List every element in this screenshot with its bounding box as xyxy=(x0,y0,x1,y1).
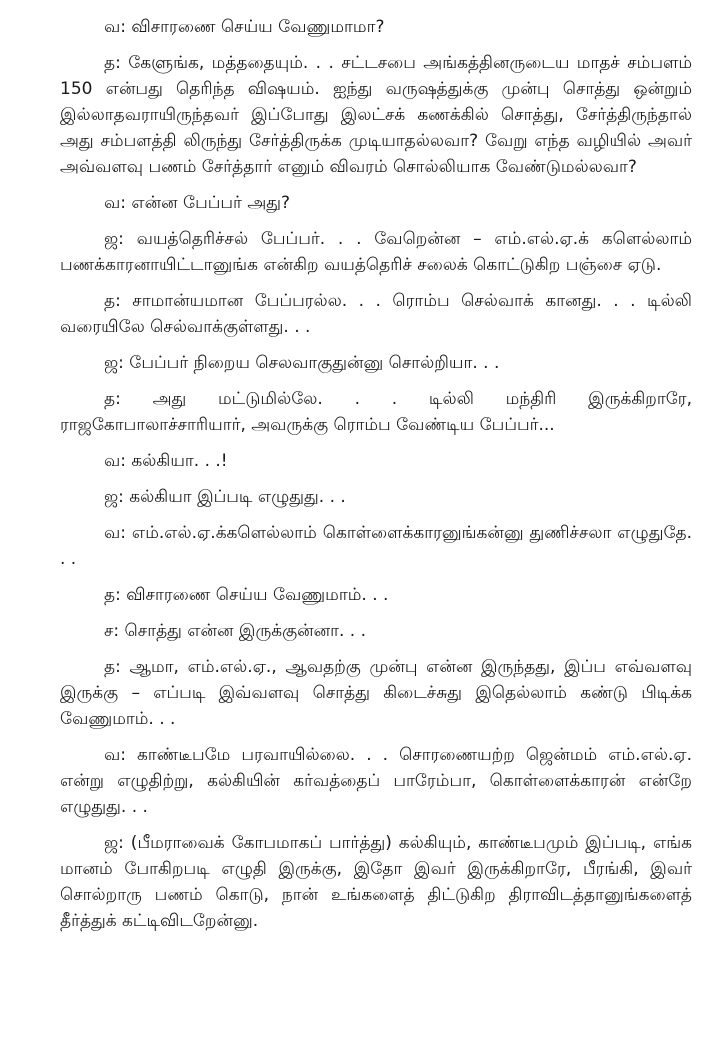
dialogue-line: த: விசாரணை செய்ய வேணுமாம். . . xyxy=(104,585,389,605)
dialogue-line: த: அது மட்டுமில்லே. . . டில்லி மந்திரி இருக்கிறாரே, ராஜகோபாலாச்சாரியார், அவருக்கு ரொம்ப வேண்டிய பேப்பர்... xyxy=(60,389,692,435)
dialogue-line: ஜ: (பீமராவைக் கோபமாகப் பார்த்து) கல்கியும், காண்டீபமும் இப்படி, எங்க மானம் போகிறபடி எழுதி இருக்கு, இதோ இவர் இருக்கிறாரே, பீரங்கி, இவர் சொல்றாரு பணம் கொடு, நான் உங்களைத் திட்டுகிற திராவிடத்தானுங்களைத் தீர்த்துக் கட்டிவிடறேன்னு. xyxy=(60,833,692,931)
dialogue-line: வ: எம்.எல்.ஏ.க்களெல்லாம் கொள்ளைக்காரனுங்கன்னு துணிச்சலா எழுதுதே. . . xyxy=(60,523,692,569)
dialogue-line: ஜ: வயத்தெரிச்சல் பேப்பர். . . வேறென்ன – எம்.எல்.ஏ.க் களெல்லாம் பணக்காரனாயிட்டானுங்க என்கிற வயத்தெரிச் சலைக் கொட்டுகிற பஞ்சை ஏடு. xyxy=(60,229,692,275)
dialogue-line: த: சாமான்யமான பேப்பரல்ல. . . ரொம்ப செல்வாக் கானது. . . டில்லி வரையிலே செல்வாக்குள்ளது. . . xyxy=(60,291,692,337)
dialogue-line: த: கேளுங்க, மத்ததையும். . . சட்டசபை அங்கத்தினருடைய மாதச் சம்பளம் 150 என்பது தெரிந்த விஷயம். ஐந்து வருஷத்துக்கு முன்பு சொத்து ஒன்றும் இல்லாதவராயிருந்தவர் இப்போது இலட்சக் கணக்கில் சொத்து, சேர்த்திருந்தால் அது சம்பளத்தி லிருந்து சேர்த்திருக்க முடியாதல்லவா? வேறு எந்த வழியில் அவர் அவ்வளவு பணம் சேர்த்தார் எனும் விவரம் சொல்லியாக வேண்டுமல்லவா? xyxy=(60,53,692,177)
document-page xyxy=(60,14,692,944)
dialogue-line: ஜ: கல்கியா இப்படி எழுதுது. . . xyxy=(104,487,346,507)
dialogue-line: வ: கல்கியா. . .! xyxy=(104,451,228,471)
dialogue-line: ஜ: பேப்பர் நிறைய செலவாகுதுன்னு சொல்றியா. . . xyxy=(104,353,500,373)
dialogue-line: வ: காண்டீபமே பரவாயில்லை. . . சொரணையற்ற ஜென்மம் எம்.எல்.ஏ. என்று எழுதிற்று, கல்கியின் கர்வத்தைப் பாரேம்பா, கொள்ளைக்காரன் என்றே எழுதுது. . . xyxy=(60,745,692,817)
dialogue-line: வ: விசாரணை செய்ய வேணுமாமா? xyxy=(104,17,385,37)
dialogue-line: த: ஆமா, எம்.எல்.ஏ., ஆவதற்கு முன்பு என்ன இருந்தது, இப்ப எவ்வளவு இருக்கு – எப்படி இவ்வளவு சொத்து கிடைச்சுது இதெல்லாம் கண்டு பிடிக்க வேணுமாம். . . xyxy=(60,657,692,729)
dialogue-line: ச: சொத்து என்ன இருக்குன்னா. . . xyxy=(104,621,366,641)
dialogue-line: வ: என்ன பேப்பர் அது? xyxy=(104,193,291,213)
